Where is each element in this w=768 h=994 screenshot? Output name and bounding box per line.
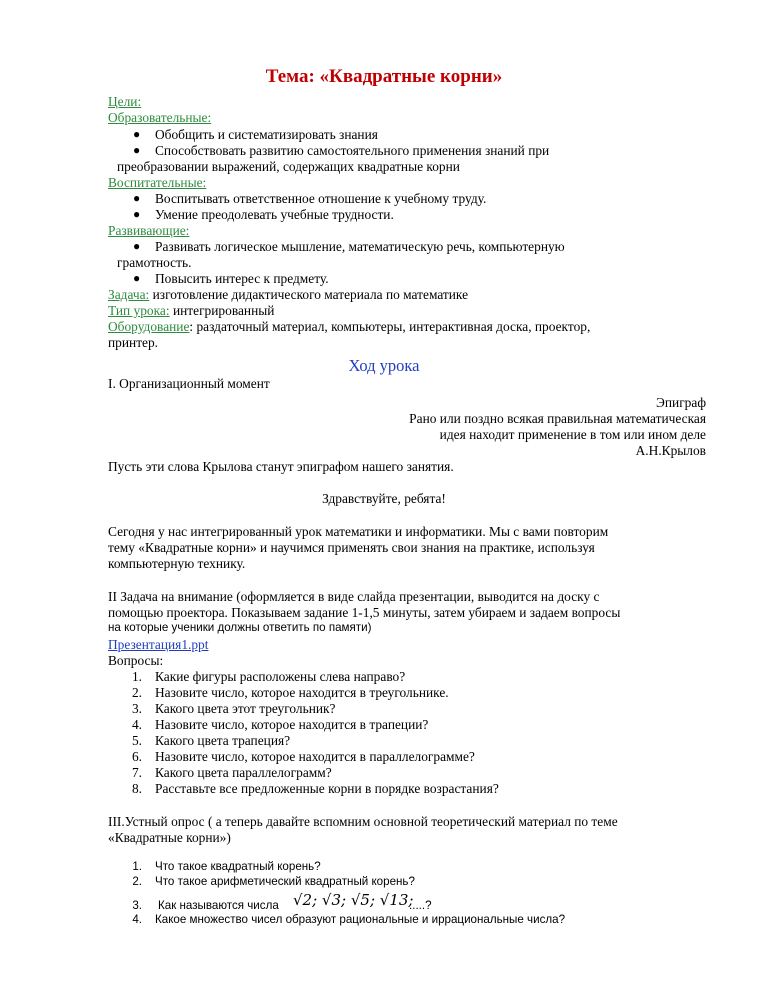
list-item: Назовите число, которое находится в параллелограмме? <box>155 749 475 764</box>
epigraph-line: идея находит применение в том или ином деле <box>439 427 706 442</box>
list-item: Какого цвета этот треугольник? <box>155 701 336 716</box>
presentation-link[interactable]: Презентация1.ppt <box>108 637 209 652</box>
list-item: Какие фигуры расположены слева направо? <box>155 669 406 684</box>
list-item: Что такое арифметический квадратный корень? <box>155 875 415 888</box>
bullet-icon: ● <box>133 191 141 205</box>
goals-heading: Цели: <box>108 94 142 109</box>
list-item-continuation: грамотность. <box>117 255 192 270</box>
greeting: Здравствуйте, ребята! <box>322 491 446 506</box>
section-2-line: II Задача на внимание (оформляется в виде слайда презентации, выводится на доску с <box>108 589 600 604</box>
epigraph-label: Эпиграф <box>656 395 706 410</box>
epigraph-author: А.Н.Крылов <box>635 443 706 458</box>
list-item: Развивать логическое мышление, математическую речь, компьютерную <box>155 239 565 254</box>
task-text: изготовление дидактического материала по математике <box>149 287 469 302</box>
intro-line: тему «Квадратные корни» и научимся применять свои знания на практике, используя <box>108 540 595 555</box>
list-item: Воспитывать ответственное отношение к учебному труду. <box>155 191 487 206</box>
bullet-icon: ● <box>133 127 141 141</box>
list-item: Назовите число, которое находится в трапеции? <box>155 717 429 732</box>
list-number: 5. <box>131 733 142 748</box>
bullet-icon: ● <box>133 143 141 157</box>
list-item: Какое множество чисел образуют рациональные и иррациональные числа? <box>155 913 566 926</box>
task-line <box>108 286 468 303</box>
list-number: 7. <box>131 765 142 780</box>
list-item <box>158 899 279 912</box>
list-item: Повысить интерес к предмету. <box>155 271 329 286</box>
lesson-type-text: интегрированный <box>169 303 275 318</box>
intro-line: Сегодня у нас интегрированный урок математики и информатики. Мы с вами повторим <box>108 524 609 539</box>
list-item: Какого цвета параллелограмм? <box>155 765 332 780</box>
list-item: Умение преодолевать учебные трудности. <box>155 207 394 222</box>
list-number: 2. <box>131 685 142 700</box>
list-item-text: Как называются числа <box>158 899 279 912</box>
list-item-continuation: преобразовании выражений, содержащих квадратные корни <box>117 159 460 174</box>
section-2-note: на которые ученики должны ответить по памяти) <box>108 621 372 634</box>
bullet-icon: ● <box>133 271 141 285</box>
list-item: Обобщить и систематизировать знания <box>155 127 378 142</box>
list-number: 1. <box>132 860 142 873</box>
progress-heading: Ход урока <box>348 356 420 375</box>
list-number: 8. <box>131 781 142 796</box>
equipment-label: Оборудование <box>108 319 190 334</box>
section-3-line: «Квадратные корни») <box>108 830 231 845</box>
educational-heading: Образовательные: <box>108 110 212 125</box>
epigraph-line: Рано или поздно всякая правильная математическая <box>409 411 706 426</box>
list-number: 1. <box>131 669 142 684</box>
equipment-continuation: принтер. <box>108 335 159 350</box>
list-number: 3. <box>131 701 142 716</box>
page-title: Тема: «Квадратные корни» <box>265 66 503 87</box>
list-number: 2. <box>132 875 142 888</box>
intro-line: компьютерную технику. <box>108 556 246 571</box>
list-number: 4. <box>131 717 142 732</box>
roots-formula: √2; √3; √5; √13; <box>293 891 414 909</box>
list-item: Какого цвета трапеция? <box>155 733 291 748</box>
task-label: Задача: <box>108 287 150 302</box>
section-3-line: III.Устный опрос ( а теперь давайте вспомним основной теоретический материал по теме <box>108 814 618 829</box>
lesson-type-label: Тип урока: <box>108 303 170 318</box>
section-1-heading: I. Организационный момент <box>108 376 270 391</box>
questions-heading: Вопросы: <box>108 653 164 668</box>
list-item: Способствовать развитию самостоятельного применения знаний при <box>155 143 550 158</box>
list-item: Что такое квадратный корень? <box>155 860 321 873</box>
section-2-line: помощью проектора. Показываем задание 1-1,5 минуты, затем убираем и задаем вопросы <box>108 605 621 620</box>
upbringing-heading: Воспитательные: <box>108 175 207 190</box>
bullet-icon: ● <box>133 239 141 253</box>
equipment-line <box>108 318 590 335</box>
list-item: Назовите число, которое находится в треугольнике. <box>155 685 449 700</box>
roots-suffix: .....? <box>409 899 432 912</box>
equipment-text: : раздаточный материал, компьютеры, интерактивная доска, проектор, <box>189 319 591 334</box>
list-number: 3. <box>132 899 142 912</box>
developing-heading: Развивающие: <box>108 223 190 238</box>
lesson-type-line <box>108 302 274 319</box>
bullet-icon: ● <box>133 207 141 221</box>
list-item: Расставьте все предложенные корни в порядке возрастания? <box>155 781 499 796</box>
epigraph-note: Пусть эти слова Крылова станут эпиграфом нашего занятия. <box>108 459 454 474</box>
list-number: 6. <box>131 749 142 764</box>
list-number: 4. <box>132 913 142 926</box>
